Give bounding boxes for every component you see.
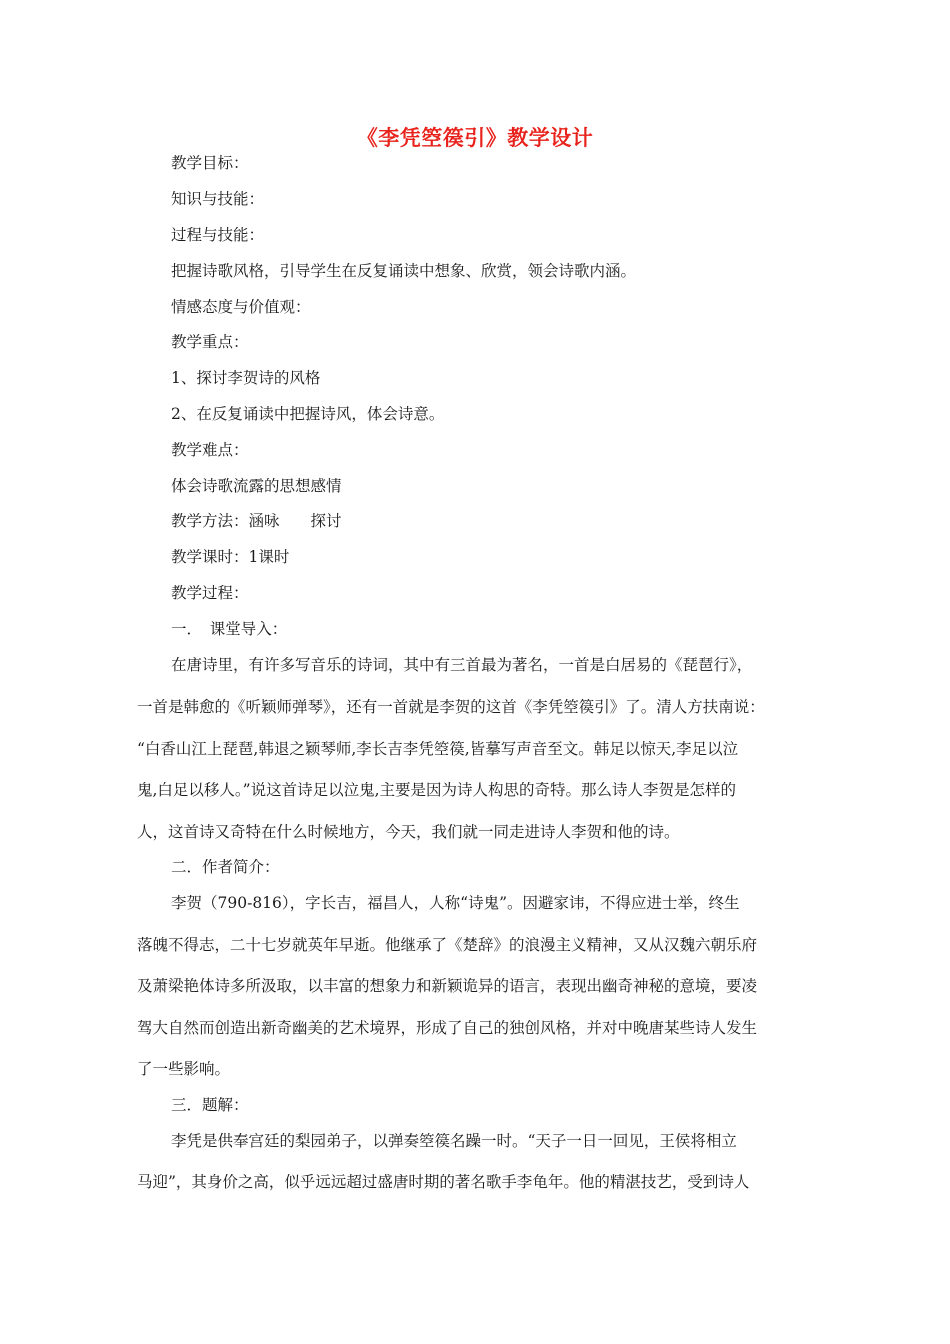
title-para-line-2: 马迎”，其身价之高，似乎远远超过盛唐时期的著名歌手李龟年。他的精湛技艺，受到诗人 — [137, 1173, 750, 1191]
key-point-1: 1、探讨李贺诗的风格 — [171, 369, 321, 387]
intro-para-line-3: “白香山江上琵琶,韩退之颖琴师,李长吉李凭箜篌,皆摹写声音至文。韩足以惊天,李足以泣 — [137, 740, 739, 758]
intro-para-line-1: 在唐诗里，有许多写音乐的诗词，其中有三首最为著名，一首是白居易的《琵琶行》， — [171, 656, 753, 674]
text-grasp-style: 把握诗歌风格，引导学生在反复诵读中想象、欣赏，领会诗歌内涵。 — [171, 262, 637, 280]
author-para-line-4: 驾大自然而创造出新奇幽美的艺术境界，形成了自己的独创风格，并对中晚唐某些诗人发生 — [137, 1019, 758, 1037]
heading-process-skills: 过程与技能： — [171, 226, 265, 244]
intro-para-line-2: 一首是韩愈的《听颖师弹琴》，还有一首就是李贺的这首《李凭箜篌引》了。清人方扶南说： — [137, 698, 765, 716]
section-2-heading: 二．作者简介： — [171, 858, 280, 876]
section-1-heading: 一． 课堂导入： — [171, 620, 288, 638]
heading-difficulties: 教学难点： — [171, 441, 249, 459]
section-3-heading: 三．题解： — [171, 1096, 249, 1114]
author-para-line-1: 李贺（790-816），字长吉，福昌人，人称“诗鬼”。因避家讳，不得应进士举，终生 — [171, 894, 740, 912]
heading-knowledge-skills: 知识与技能： — [171, 190, 265, 208]
author-para-line-5: 了一些影响。 — [137, 1060, 231, 1078]
heading-attitude-values: 情感态度与价值观： — [171, 298, 311, 316]
heading-teaching-process: 教学过程： — [171, 584, 249, 602]
intro-para-line-5: 人，这首诗又奇特在什么时候地方，今天，我们就一同走进诗人李贺和他的诗。 — [137, 823, 680, 841]
document-title: 《李凭箜篌引》教学设计 — [356, 126, 594, 150]
heading-teaching-goals: 教学目标： — [171, 154, 249, 172]
author-para-line-3: 及萧梁艳体诗多所汲取，以丰富的想象力和新颖诡异的语言，表现出幽奇神秘的意境，要凌 — [137, 977, 758, 995]
text-difficulty: 体会诗歌流露的思想感情 — [171, 477, 342, 495]
title-para-line-1: 李凭是供奉宫廷的梨园弟子，以弹奏箜篌名躁一时。“天子一日一回见，王侯将相立 — [171, 1132, 737, 1150]
intro-para-line-4: 鬼,白足以移人。”说这首诗足以泣鬼,主要是因为诗人构思的奇特。那么诗人李贺是怎样的 — [137, 781, 737, 799]
author-para-line-2: 落魄不得志，二十七岁就英年早逝。他继承了《楚辞》的浪漫主义精神，又从汉魏六朝乐府 — [137, 936, 758, 954]
key-point-2: 2、在反复诵读中把握诗风，体会诗意。 — [171, 405, 445, 423]
text-teaching-method: 教学方法：涵咏 探讨 — [171, 512, 342, 530]
heading-key-points: 教学重点： — [171, 333, 249, 351]
text-class-hours: 教学课时：1课时 — [171, 548, 290, 566]
